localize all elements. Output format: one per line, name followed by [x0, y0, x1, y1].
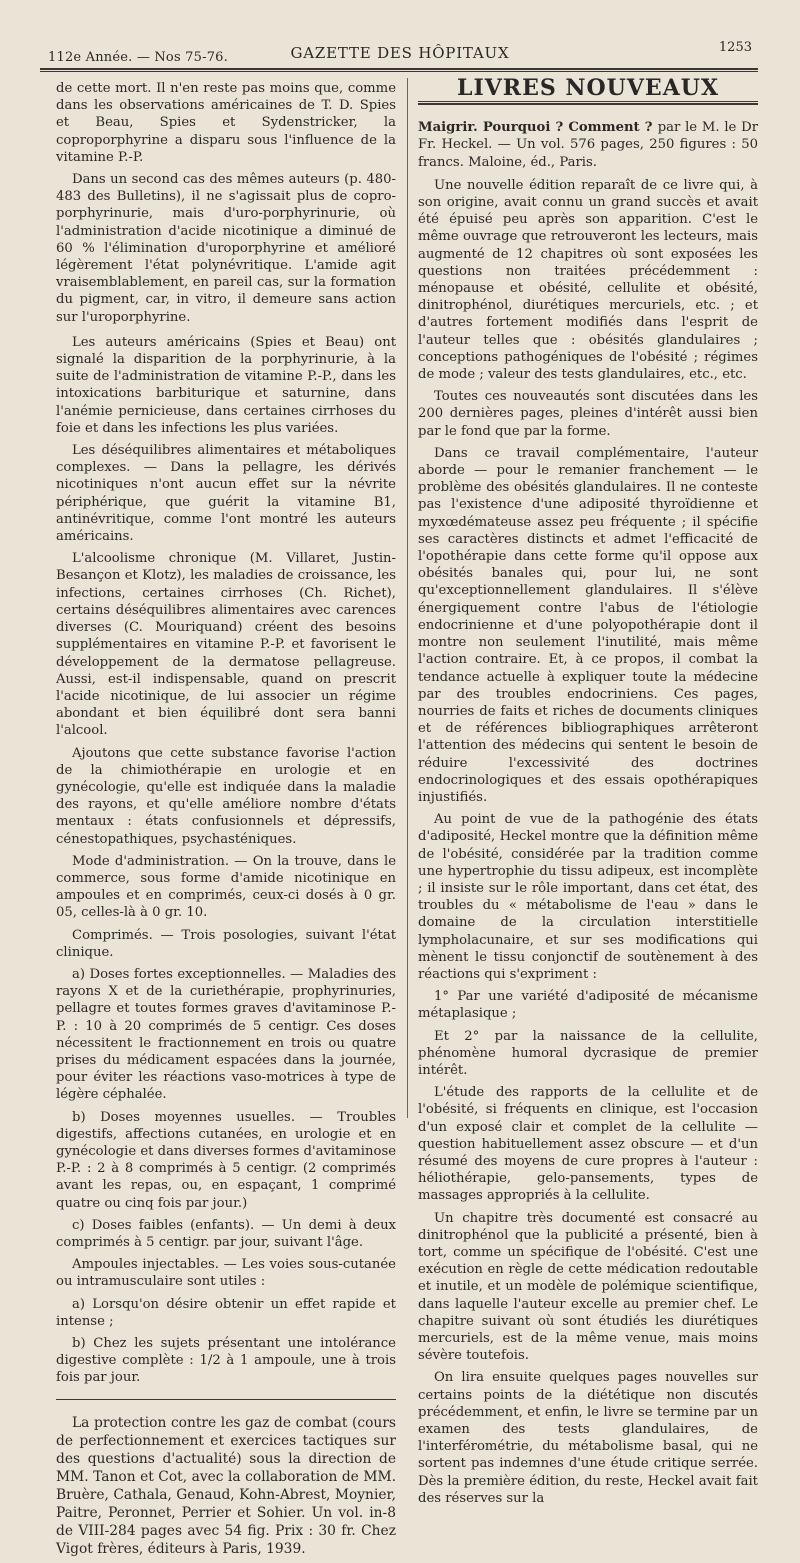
paragraph: Comprimés. — Trois posologies, suivant l'état clinique.	[56, 927, 396, 960]
paragraph: L'étude des rapports de la cellulite et de l'obésité, si fréquents en clinique, est l'occasion d'un exposé clair et complet de la cellulite — question habituellement assez obscure — et d'un résumé des moyens de cure propres à l'auteur : héliothérapie, gelo-pansements, types de massages appropriés à la cellulite.	[418, 1085, 758, 1204]
header-rule	[40, 68, 758, 70]
paragraph: Et 2° par la naissance de la cellulite, phénomène humoral dycrasique de premier intérêt.	[418, 1028, 758, 1078]
paragraph: L'alcoolisme chronique (M. Villaret, Justin-Besançon et Klotz), les maladies de croissance, les infections, certaines cirrhoses (Ch. Richet), certains déséquilibres alimentaires avec carences diverses (C. Mouriquand) créent des besoins supplémentaires en vitamine P.-P. et favorisent le développement de la dermatose pellagreuse. Aussi, est-il indispensable, quand on prescrit l'acide nicotinique, de lui associer un régime abondant et bien équilibré dont sera banni l'alcool.	[56, 551, 396, 739]
book-details: par le M. le Dr Fr. Heckel. — Un vol. 576 pages, 250 figures : 50 francs. Maloine, éd., Paris.	[418, 120, 758, 170]
paragraph: b) Chez les sujets présentant une intolérance digestive complète : 1/2 à 1 ampoule, une à trois fois par jour.	[56, 1336, 396, 1386]
page-number: 1253	[718, 40, 752, 55]
paragraph: On lira ensuite quelques pages nouvelles sur certains points de la diététique non discutés précédemment, et enfin, le livre se termine par un examen des tests glandulaires, de l'interférométrie, du métabolisme basal, qui ne sortent pas indemnes d'une étude critique serrée. Dès la première édition, du reste, Heckel avait fait des réserves sur la	[418, 1370, 758, 1506]
publication-notice: La protection contre les gaz de combat (cours de perfectionnement et exercices tactiques sur des questions d'actualité) sous la direction de MM. Tanon et Cot, avec la collaboration de MM. Bruère, Cathala, Genaud, Kohn-Abrest, Moynier, Paitre, Peronnet, Perrier et Sohier. Un vol. in-8 de VIII-284 pages avec 54 fig. Prix : 30 fr. Chez Vigot frères, éditeurs à Paris, 1939.	[56, 1414, 396, 1557]
paragraph: Mode d'administration. — On la trouve, dans le commerce, sous forme d'amide nicotinique en ampoules et en comprimés, ceux-ci dosés à 0 gr. 05, celles-là à 0 gr. 10.	[56, 853, 396, 921]
issue-label: 112e Année. — Nos 75-76.	[48, 50, 228, 65]
paragraph: a) Lorsqu'on désire obtenir un effet rapide et intense ;	[56, 1296, 396, 1329]
book-heading	[418, 119, 758, 171]
column-divider	[407, 78, 408, 1118]
book-title: Maigrir. Pourquoi ? Comment ?	[418, 120, 653, 136]
paragraph: Les déséquilibres alimentaires et métaboliques complexes. — Dans la pellagre, les dérivés nicotiniques n'ont aucun effet sur la névrite périphérique, que guérit la vitamine B1, antinévritique, comme l'ont montré les auteurs américains.	[56, 443, 396, 545]
paragraph: Les auteurs américains (Spies et Beau) ont signalé la disparition de la porphyrinurie, à la suite de l'administration de vitamine P.-P., dans les intoxications barbiturique et saturnine, dans l'anémie pernicieuse, dans certaines cirrhoses du foie et dans les infections les plus variées.	[56, 334, 396, 436]
section-separator	[56, 1399, 396, 1400]
paragraph: Au point de vue de la pathogénie des états d'adiposité, Heckel montre que la définition même de l'obésité, considérée par la tradition comme une hypertrophie du tissu adipeux, est incomplète ; il insiste sur le rôle important, dans cet état, des troubles du « métabolisme de l'eau » dans le domaine de la circulation interstitielle lympholacunaire, et sur ses modifications qui mènent le tissu conjonctif de soutènement à des réactions qui s'expriment :	[418, 812, 758, 982]
paragraph: de cette mort. Il n'en reste pas moins que, comme dans les observations américaines de T. D. Spies et Beau, Spies et Sydenstricker, la coproporphyrine a disparu sous l'influence de la vitamine P.-P.	[56, 81, 396, 165]
paragraph: b) Doses moyennes usuelles. — Troubles digestifs, affections cutanées, en urologie et en gynécologie et dans diverses formes d'avitaminose P.-P. : 2 à 8 comprimés à 5 centigr. (2 comprimés avant les repas, ou, en espaçant, 1 comprimé quatre ou cinq fois par jour.)	[56, 1109, 397, 1211]
title-rule-thick	[418, 103, 758, 105]
right-column	[418, 75, 758, 1512]
page-header	[40, 40, 760, 68]
paragraph: Ajoutons que cette substance favorise l'action de la chimiothérapie en urologie et en gynécologie, qu'elle est indiquée dans la maladie des rayons, et qu'elle améliore nombre d'états mentaux : états confusionnels et dépressifs, cénestopathiques, psychasténiques.	[56, 745, 396, 847]
paragraph: Ampoules injectables. — Les voies sous-cutanée ou intramusculaire sont utiles :	[56, 1257, 396, 1290]
paragraph: Toutes ces nouveautés sont discutées dans les 200 dernières pages, pleines d'intérêt aussi bien par le fond que par la forme.	[418, 389, 758, 439]
title-rule	[418, 101, 758, 102]
header-rule-thin	[40, 71, 758, 72]
paragraph: Dans un second cas des mêmes auteurs (p. 480-483 des Bulletins), il ne s'agissait plus de copro-porphyrinurie, mais d'uro-porphyrinurie, où l'administration d'acide nicotinique a diminué de 60 % l'élimination d'uroporphyrine et amélioré légèrement l'état polynévritique. L'amide agit vraisemblablement, en pareil cas, sur la formation du pigment, car, in vitro, il demeure sans action sur l'uroporphyrine.	[56, 172, 396, 325]
paragraph: 1° Par une variété d'adiposité de mécanisme métaplasique ;	[418, 989, 758, 1022]
paragraph: c) Doses faibles (enfants). — Un demi à deux comprimés à 5 centigr. par jour, suivant l'âge.	[56, 1217, 396, 1250]
paragraph: Une nouvelle édition reparaît de ce livre qui, à son origine, avait connu un grand succès et avait été épuisé peu après son apparition. C'est le même ouvrage que retrouveront les lecteurs, mais augmenté de 12 chapitres où sont exposées les questions non traitées précédemment : ménopause et obésité, cellulite et obésité, dinitrophénol, diurétiques mercuriels, etc. ; et d'autres fortement modifiés dans l'esprit de l'auteur telles que : obésités glandulaires ; conceptions pathogéniques de l'obésité ; régimes de mode ; valeur des tests glandulaires, etc., etc.	[418, 177, 758, 383]
paragraph: Un chapitre très documenté est consacré au dinitrophénol que la publicité a présenté, bien à tort, comme un spécifique de l'obésité. C'est une exécution en règle de cette médication redoutable et inutile, et un modèle de polémique scientifique, dans laquelle l'auteur excelle au premier chef. Le chapitre suivant où sont étudiés les diurétiques mercuriels, est de la même venue, mais moins sévère toutefois.	[418, 1210, 758, 1364]
section-title: LIVRES NOUVEAUX	[456, 75, 720, 101]
paragraph: a) Doses fortes exceptionnelles. — Maladies des rayons X et de la curiethérapie, prophyrinuries, pellagre et toutes formes graves d'avitaminose P.-P. : 10 à 20 comprimés de 5 centigr. Ces doses nécessitent le fractionnement en trois ou quatre prises du médicament espacées dans la journée, pour éviter les réactions vaso-motrices à type de légère céphalée.	[56, 966, 396, 1103]
left-column	[56, 80, 396, 1563]
journal-title: GAZETTE DES HÔPITAUX	[290, 44, 510, 62]
paragraph: Dans ce travail complémentaire, l'auteur aborde — pour le remanier franchement — le problème des obésités glandulaires. Il ne conteste pas l'existence d'une adiposité thyroïdienne et myxœdémateuse assez peu fréquente ; il spécifie ses caractères distincts et admet l'efficacité de l'opothérapie dans cette forme qu'il oppose aux obésités banales qui, pour lui, ne sont qu'exceptionnellement glandulaires. Il s'élève énergiquement contre l'abus de l'étiologie endocrinienne et d'une polyopothérapie dont il montre non seulement l'inutilité, mais même l'action contraire. Et, à ce propos, il combat la tendance actuelle à expliquer toute la médecine par des troubles endocriniens. Ces pages, nourries de faits et riches de documents cliniques et de références bibliographiques arrêteront l'attention des médecins qui sentent le besoin de réduire l'excessivité des doctrines endocrinologiques et des essais opothérapiques injustifiés.	[418, 445, 758, 805]
